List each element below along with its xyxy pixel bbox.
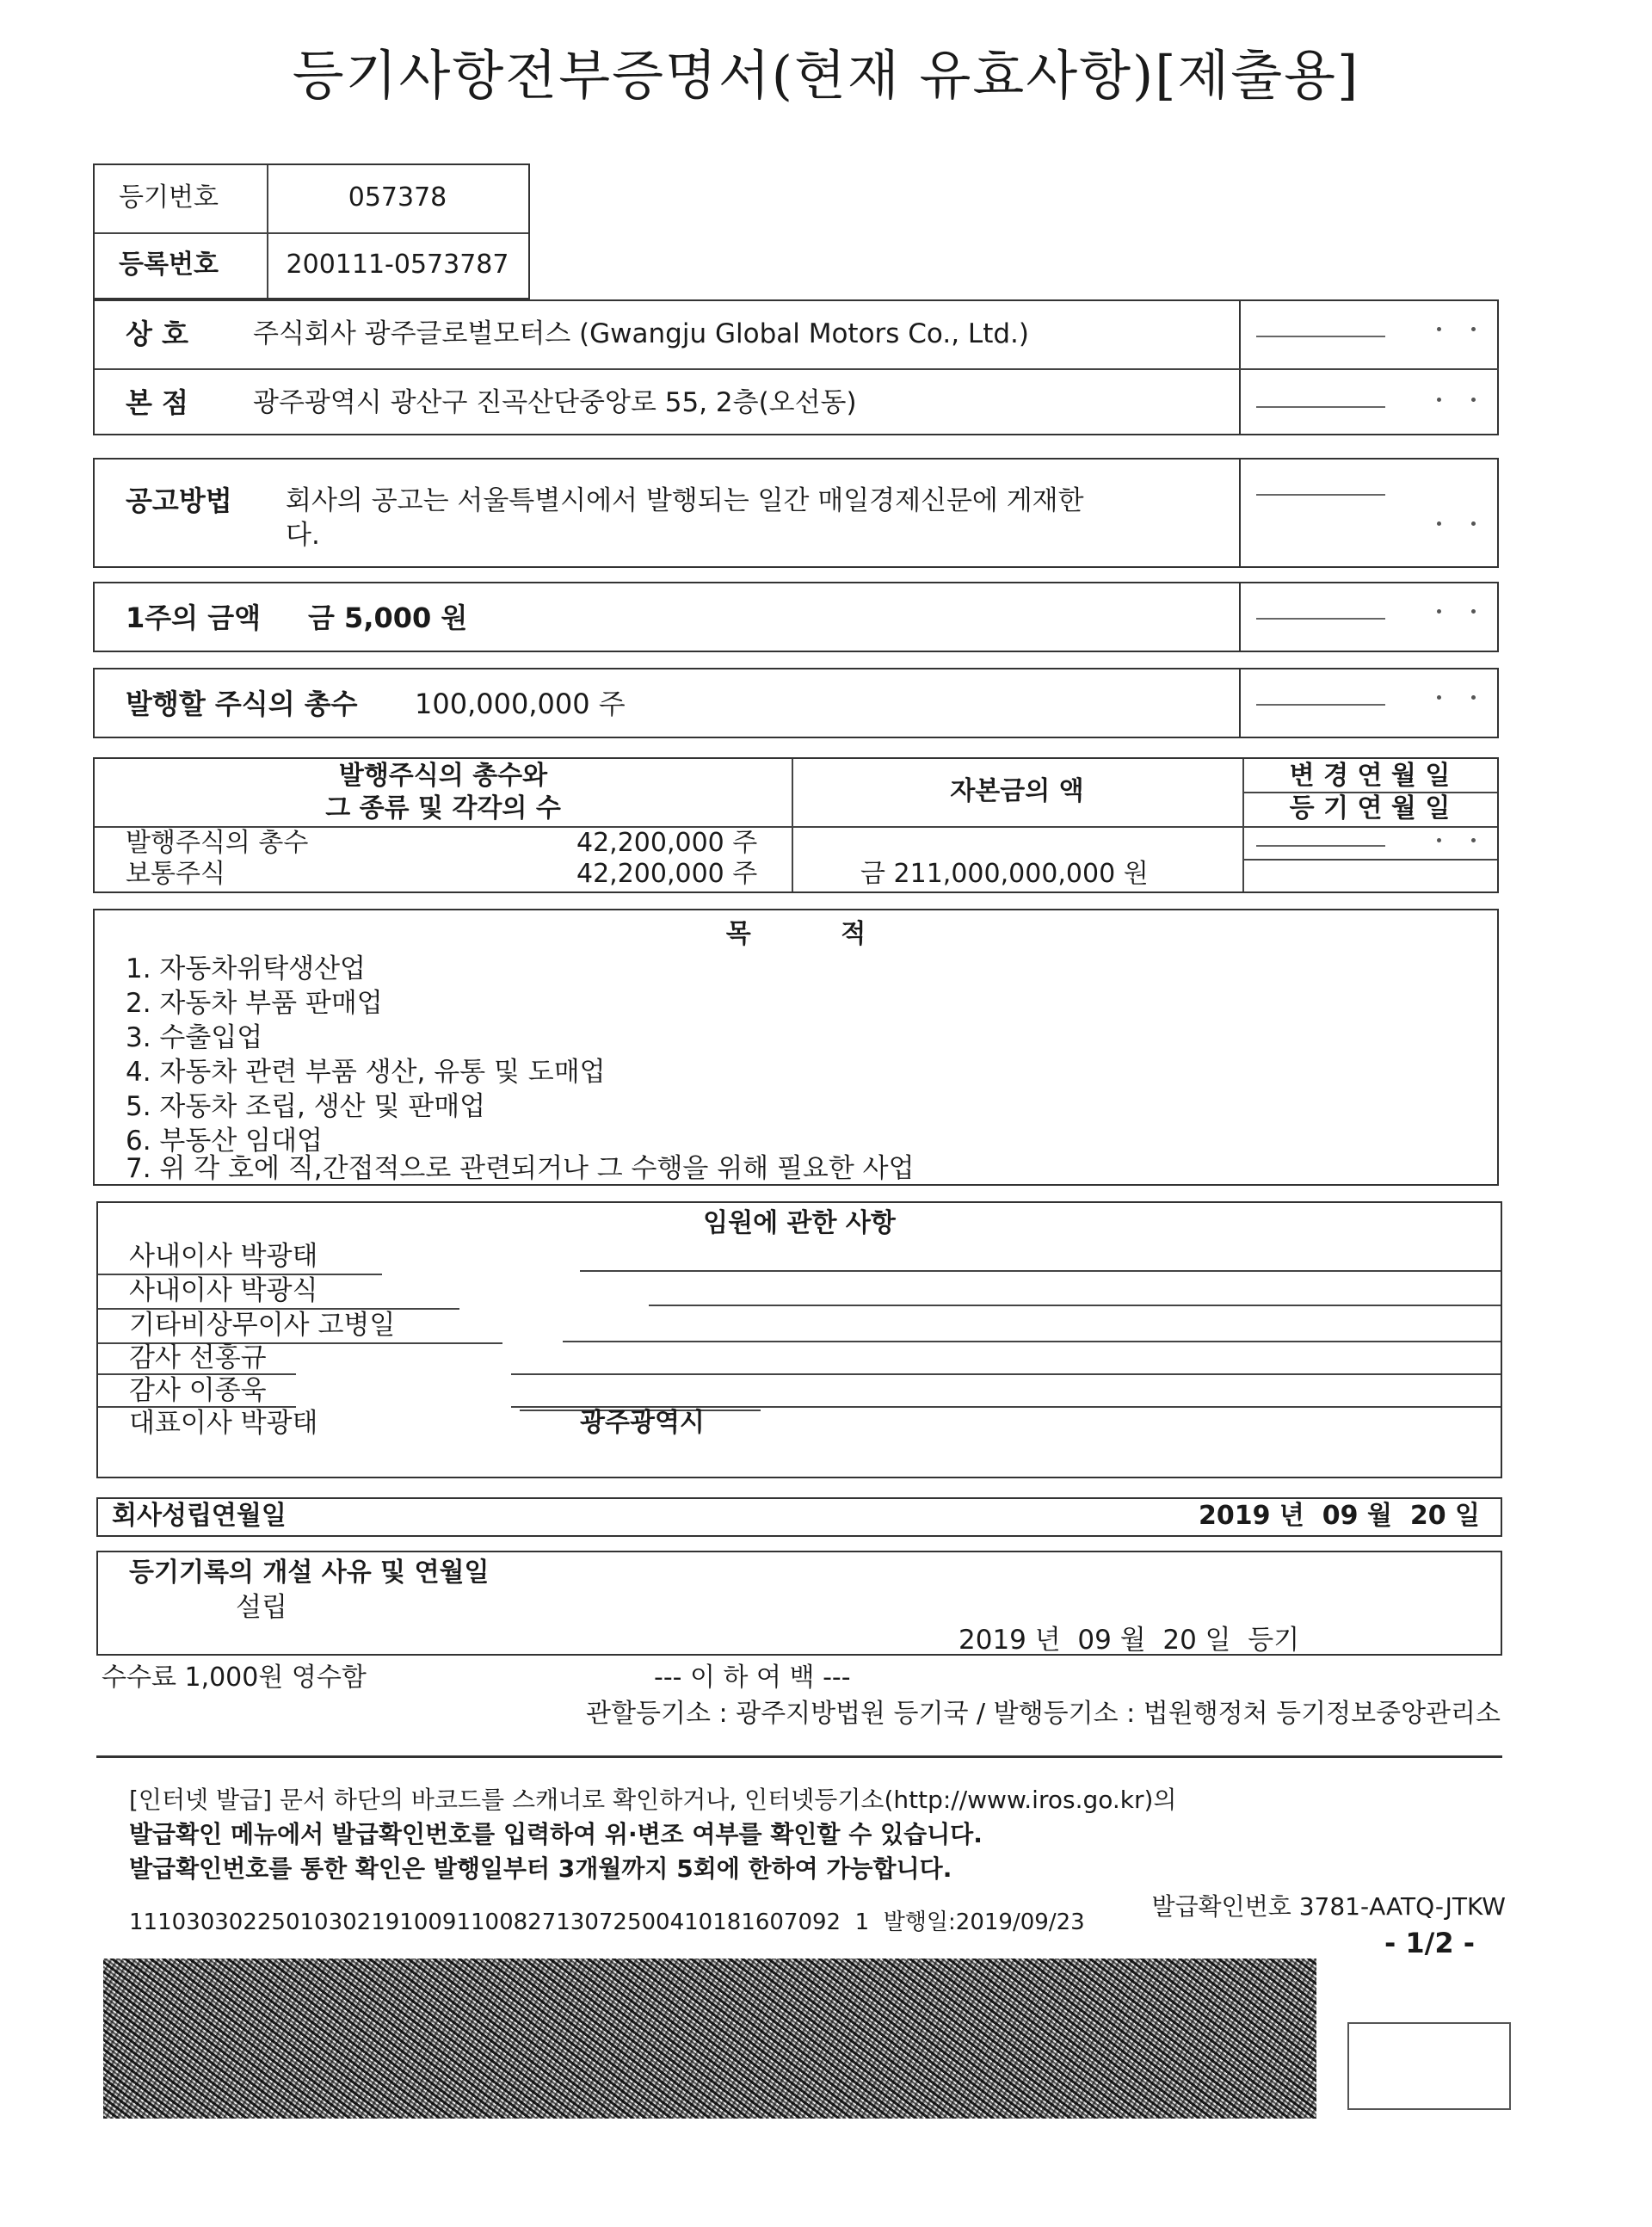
officer-item: 기타비상무이사 고병일	[129, 1310, 396, 1341]
shares-header-line1: 발행주식의 총수와	[338, 761, 548, 791]
barcode-graphic	[103, 1959, 1316, 2119]
rep-address: 광주광역시	[580, 1408, 705, 1438]
serial-number: 11103030225010302191009110082713072500410181607092 1 발행일:2019/09/23	[129, 1909, 1085, 1935]
par-value-label: 1주의 금액	[126, 601, 262, 634]
total-shares-label: 발행주식의 총수	[126, 828, 309, 858]
company-box	[93, 299, 1499, 435]
officer-item: 사내이사 박광식	[129, 1275, 318, 1306]
authorized-label: 발행할 주식의 총수	[126, 688, 358, 720]
purpose-item: 1. 자동차위탁생산업	[126, 953, 366, 984]
reg-no-label: 등기번호	[119, 182, 219, 213]
establishment-value: 2019 년 09 월 20 일	[1198, 1501, 1480, 1531]
establishment-label: 회사성립연월일	[112, 1501, 287, 1531]
reg-id-label: 등록번호	[119, 250, 219, 280]
purpose-box	[93, 909, 1499, 1186]
capital-header: 자본금의 액	[950, 776, 1084, 806]
seal-box	[1347, 2022, 1511, 2110]
officer-item: 사내이사 박광태	[129, 1241, 318, 1272]
shares-table	[93, 757, 1499, 893]
par-value-box	[93, 582, 1499, 652]
notice-value-line1: 회사의 공고는 서울특별시에서 발행되는 일간 매일경제신문에 게재한	[286, 485, 1084, 516]
change-date-header: 변 경 연 월 일	[1289, 761, 1451, 791]
registry-open-box	[96, 1551, 1502, 1656]
officers-header: 임원에 관한 사항	[703, 1208, 896, 1238]
purpose-item: 3. 수출입업	[126, 1022, 263, 1053]
capital-value: 금 211,000,000,000 원	[860, 859, 1149, 889]
fee-receipt: 수수료 1,000원 영수함	[102, 1663, 367, 1693]
notice-method-box	[93, 458, 1499, 568]
registry-open-date: 2019 년 09 월 20 일 등기	[959, 1625, 1300, 1656]
company-name-value: 주식회사 광주글로벌모터스 (Gwangju Global Motors Co., Ltd.)	[253, 318, 1029, 349]
establishment-box	[96, 1497, 1502, 1537]
total-shares-value: 42,200,000 주	[576, 828, 758, 858]
confirm-number: 발급확인번호 3781-AATQ-JTKW	[1151, 1892, 1506, 1921]
purpose-item: 2. 자동차 부품 판매업	[126, 988, 383, 1019]
registry-date-header: 등 기 연 월 일	[1289, 793, 1451, 824]
notice-line: [인터넷 발급] 문서 하단의 바코드를 스캐너로 확인하거나, 인터넷등기소(http://www.iros.go.kr)의	[129, 1786, 1177, 1814]
common-shares-value: 42,200,000 주	[576, 859, 758, 889]
par-value-value: 금 5,000 원	[308, 601, 468, 634]
registry-open-label: 등기기록의 개설 사유 및 연월일	[129, 1558, 490, 1588]
page-number: - 1/2 -	[1384, 1927, 1475, 1959]
officer-item: 대표이사 박광태	[129, 1408, 318, 1439]
purpose-item: 6. 부동산 임대업	[126, 1126, 323, 1157]
notice-line: 발급확인번호를 통한 확인은 발행일부터 3개월까지 5회에 한하여 가능합니다.	[129, 1854, 952, 1883]
purpose-item: 7. 위 각 호에 직,간접적으로 관련되거나 그 수행을 위해 필요한 사업	[126, 1153, 915, 1184]
registry-offices: 관할등기소 : 광주지방법원 등기국 / 발행등기소 : 법원행정처 등기정보중앙관리소	[586, 1699, 1501, 1729]
authorized-shares-box	[93, 668, 1499, 738]
purpose-header: 목 적	[725, 919, 866, 949]
officers-box	[96, 1201, 1502, 1478]
authorized-value: 100,000,000 주	[415, 688, 626, 720]
purpose-item: 5. 자동차 조립, 생산 및 판매업	[126, 1091, 486, 1122]
reg-no-value: 057378	[348, 182, 447, 213]
notice-value-line2: 다.	[286, 520, 320, 551]
reg-id-value: 200111-0573787	[286, 250, 509, 280]
blank-mark: --- 이 하 여 백 ---	[654, 1663, 851, 1693]
company-name-label: 상 호	[126, 318, 188, 350]
hq-value: 광주광역시 광산구 진곡산단중앙로 55, 2층(오선동)	[253, 387, 857, 418]
notice-label: 공고방법	[126, 484, 232, 517]
officer-item: 감사 선홍규	[129, 1342, 267, 1373]
purpose-item: 4. 자동차 관련 부품 생산, 유통 및 도매업	[126, 1057, 606, 1088]
shares-header-line2: 그 종류 및 각각의 수	[325, 793, 561, 824]
hq-label: 본 점	[126, 386, 188, 419]
common-shares-label: 보통주식	[126, 859, 225, 889]
officer-item: 감사 이종욱	[129, 1375, 267, 1406]
registration-info-box	[93, 163, 530, 299]
notice-line: 발급확인 메뉴에서 발급확인번호를 입력하여 위·변조 여부를 확인할 수 있습니다.	[129, 1820, 983, 1848]
document-title: 등기사항전부증명서(현재 유효사항)[제출용]	[292, 44, 1360, 107]
registry-open-reason: 설립	[236, 1592, 287, 1623]
footer-divider	[96, 1755, 1502, 1758]
